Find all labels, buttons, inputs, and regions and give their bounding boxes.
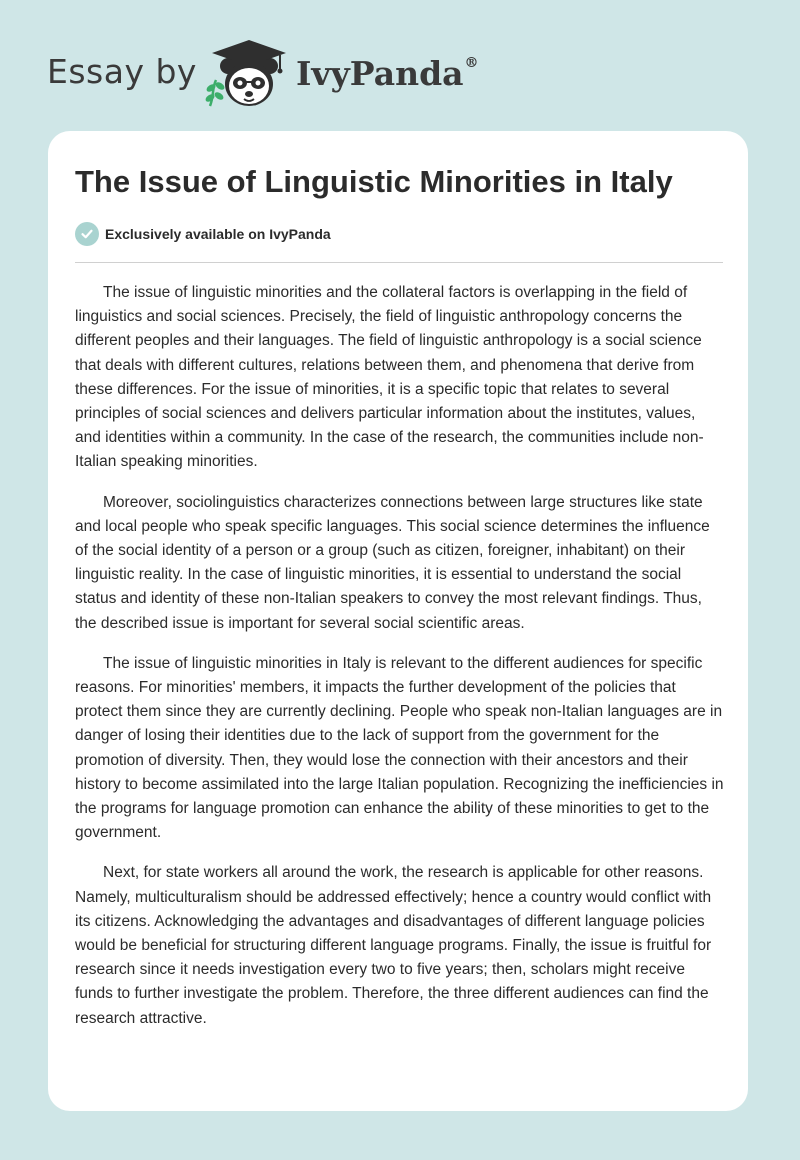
paragraph: The issue of linguistic minorities and the collateral factors is overlapping in the field of linguistics and social sciences. Precisely, the field of linguistic anthropology concerns the different peoples and their languages. The field of linguistic anthropology is a social science that deals with different cultures, relations between them, and phenomena that derive from these differences. For the issue of minorities, it is a specific topic that relates to several principles of social sciences and delivers particular information about the institutes, values, and identities within a community. In the case of the research, the communities include non-Italian speaking minorities. — [75, 284, 704, 471]
divider — [75, 262, 723, 263]
essay-title: The Issue of Linguistic Minorities in Italy — [75, 164, 673, 199]
paragraph: The issue of linguistic minorities in Italy is relevant to the different audiences for specific reasons. For minorities' members, it impacts the further development of the policies that protect them since they are currently declining. People who speak non-Italian languages are in danger of losing their identities due to the lack of support from the government for the promotion of diversity. Then, they would lose the connection with their ancestors and their history to become assimilated into the large Italian population. Recognizing the inefficiencies in the programs for language promotion can enhance the ability of these minorities to get to the government. — [75, 654, 724, 842]
panda-logo-icon[interactable] — [202, 36, 292, 110]
exclusive-badge — [75, 222, 331, 246]
paragraph: Moreover, sociolinguistics characterizes connections between large structures like state and local people who speak specific languages. This social science determines the influence of the social identity of a person or a group (such as citizen, foreigner, inhabitant) on their linguistic reality. In the case of linguistic minorities, it is essential to understand the social status and identity of these non-Italian speakers to convey the most relevant findings. Thus, the described issue is important for several social scientific areas. — [75, 493, 710, 632]
essay-card — [48, 131, 748, 1111]
badge-label: Exclusively available on IvyPanda — [105, 226, 331, 242]
brand-text: IvyPanda — [296, 54, 464, 93]
brand-name[interactable] — [296, 54, 479, 93]
paragraph: Next, for state workers all around the work, the research is applicable for other reasons. Namely, multiculturalism should be addressed effectively; hence a country would conflict with its citizens. Acknowledging the advantages and disadvantages of different language policies would be beneficial for structuring different language programs. Finally, the issue is fruitful for research since it needs investigation every two to five years; then, scholars might receive funds to further investigate the problem. Therefore, the three different audiences can find the research attractive. — [75, 864, 712, 1027]
registered-mark: ® — [464, 55, 479, 71]
essay-body — [75, 281, 725, 1047]
site-header — [47, 30, 547, 110]
essay-by-label: Essay by — [47, 52, 197, 91]
check-circle-icon — [75, 222, 99, 246]
